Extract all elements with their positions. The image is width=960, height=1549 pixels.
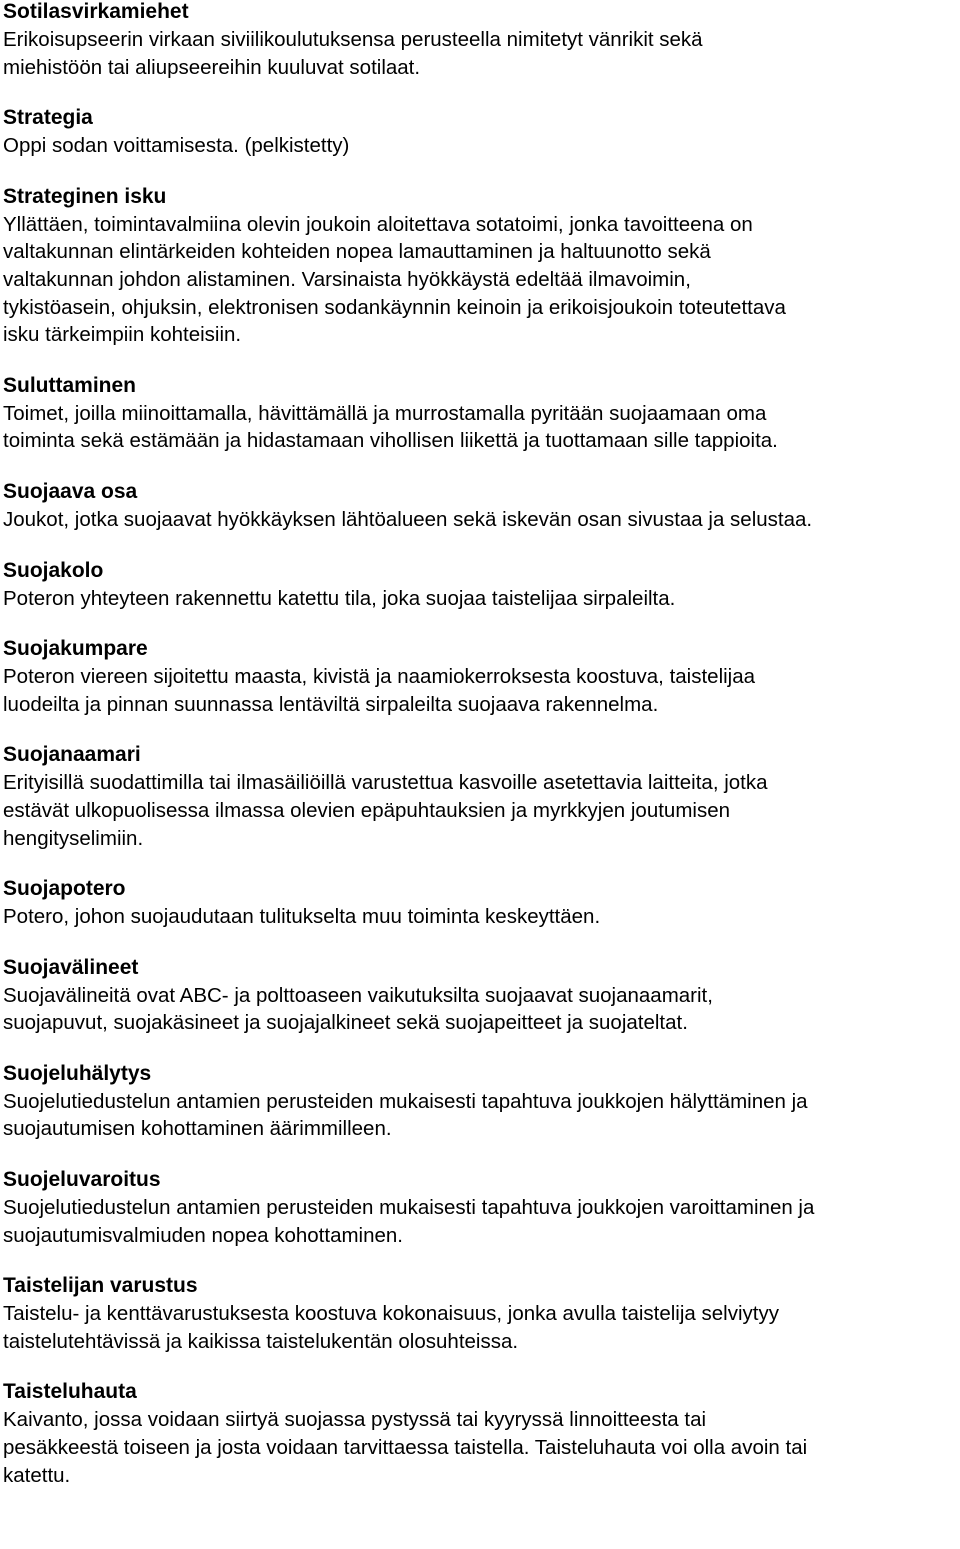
glossary-term: Suojaava osa bbox=[3, 479, 138, 503]
glossary-term: Suojakumpare bbox=[3, 637, 148, 661]
glossary-entry bbox=[3, 183, 959, 349]
glossary-term: Suojeluhälytys bbox=[3, 1061, 152, 1085]
glossary-entry bbox=[3, 954, 959, 1037]
glossary-term: Suojanaamari bbox=[3, 743, 141, 767]
glossary-term: Suojapotero bbox=[3, 877, 126, 901]
glossary-definition: Suojelutiedustelun antamien perusteiden mukaisesti tapahtuva joukkojen varoittaminen ja suojautumisvalmiuden nopea kohottaminen. bbox=[3, 1196, 815, 1247]
glossary-definition: Erikoisupseerin virkaan siviilikoulutuksensa perusteella nimitetyt vänrikit sekä miehistöön tai aliupseereihin kuuluvat sotilaat. bbox=[3, 28, 703, 79]
glossary-definition: Erityisillä suodattimilla tai ilmasäiliöillä varustettua kasvoille asetettavia laitteita, jotka estävät ulkopuolisessa ilmassa olevien epäpuhtauksien ja myrkkyjen joutumisen hengityselimiin. bbox=[3, 771, 768, 850]
glossary-term: Suojeluvaroitus bbox=[3, 1168, 161, 1192]
glossary-entry bbox=[3, 1272, 959, 1355]
glossary-entry bbox=[3, 1060, 959, 1143]
glossary-entry bbox=[3, 1378, 959, 1489]
glossary-term: Suojakolo bbox=[3, 558, 104, 582]
glossary-entry bbox=[3, 635, 959, 718]
glossary-entry bbox=[3, 104, 959, 160]
glossary-definition: Poteron viereen sijoitettu maasta, kivistä ja naamiokerroksesta koostuva, taistelijaa luodeilta ja pinnan suunnassa lentäviltä sirpaleilta suojaava rakennelma. bbox=[3, 665, 756, 716]
glossary-definition: Oppi sodan voittamisesta. (pelkistetty) bbox=[3, 134, 350, 158]
glossary-entry bbox=[3, 1166, 959, 1249]
glossary-term: Suluttaminen bbox=[3, 373, 137, 397]
glossary-page bbox=[3, 0, 959, 1512]
glossary-definition: Suojelutiedustelun antamien perusteiden mukaisesti tapahtuva joukkojen hälyttäminen ja suojautumisen kohottaminen äärimmilleen. bbox=[3, 1089, 808, 1141]
glossary-definition: Toimet, joilla miinoittamalla, hävittämällä ja murrostamalla pyritään suojaamaan oma toiminta sekä estämään ja hidastamaan vihollisen liikettä ja tuottamaan sille tappioita. bbox=[3, 401, 778, 453]
glossary-definition: Kaivanto, jossa voidaan siirtyä suojassa pystyssä tai kyyryssä linnoitteesta tai pesäkkeestä toiseen ja josta voidaan tarvittaessa taistella. Taisteluhauta voi olla avoin tai katettu. bbox=[3, 1408, 808, 1487]
glossary-entry bbox=[3, 0, 959, 81]
glossary-definition: Suojavälineitä ovat ABC- ja polttoaseen vaikutuksilta suojaavat suojanaamarit, suojapuvut, suojakäsineet ja suojajalkineet sekä suojapeitteet ja suojateltat. bbox=[3, 983, 713, 1035]
glossary-term: Strategia bbox=[3, 106, 93, 130]
glossary-definition: Taistelu- ja kenttävarustuksesta koostuva kokonaisuus, jonka avulla taistelija selviytyy taistelutehtävissä ja kaikissa taistelukentän olosuhteissa. bbox=[3, 1302, 779, 1353]
glossary-term: Suojavälineet bbox=[3, 955, 139, 979]
glossary-term: Strateginen isku bbox=[3, 184, 167, 208]
glossary-definition: Poteron yhteyteen rakennettu katettu tila, joka suojaa taistelijaa sirpaleilta. bbox=[3, 586, 676, 610]
glossary-entry bbox=[3, 372, 959, 455]
glossary-term: Sotilasvirkamiehet bbox=[3, 0, 189, 23]
glossary-term: Taisteluhauta bbox=[3, 1380, 137, 1404]
glossary-entry bbox=[3, 478, 959, 534]
glossary-definition: Potero, johon suojaudutaan tulitukselta muu toiminta keskeyttäen. bbox=[3, 905, 601, 929]
glossary-definition: Yllättäen, toimintavalmiina olevin joukoin aloitettava sotatoimi, jonka tavoitteena on valtakunnan elintärkeiden kohteiden nopea lamauttaminen ja haltuunotto sekä valtakunnan johdon alistaminen. Varsinaista hyökkäystä edeltää ilmavoimin, tykistöasein, ohjuksin, elektronisen sodankäynnin keinoin ja erikoisjoukoin toteutettava isku tärkeimpiin kohteisiin. bbox=[3, 212, 786, 347]
glossary-entry bbox=[3, 557, 959, 613]
glossary-entry bbox=[3, 741, 959, 852]
glossary-term: Taistelijan varustus bbox=[3, 1274, 198, 1298]
glossary-entry bbox=[3, 875, 959, 931]
glossary-definition: Joukot, jotka suojaavat hyökkäyksen lähtöalueen sekä iskevän osan sivustaa ja selustaa. bbox=[3, 507, 813, 531]
